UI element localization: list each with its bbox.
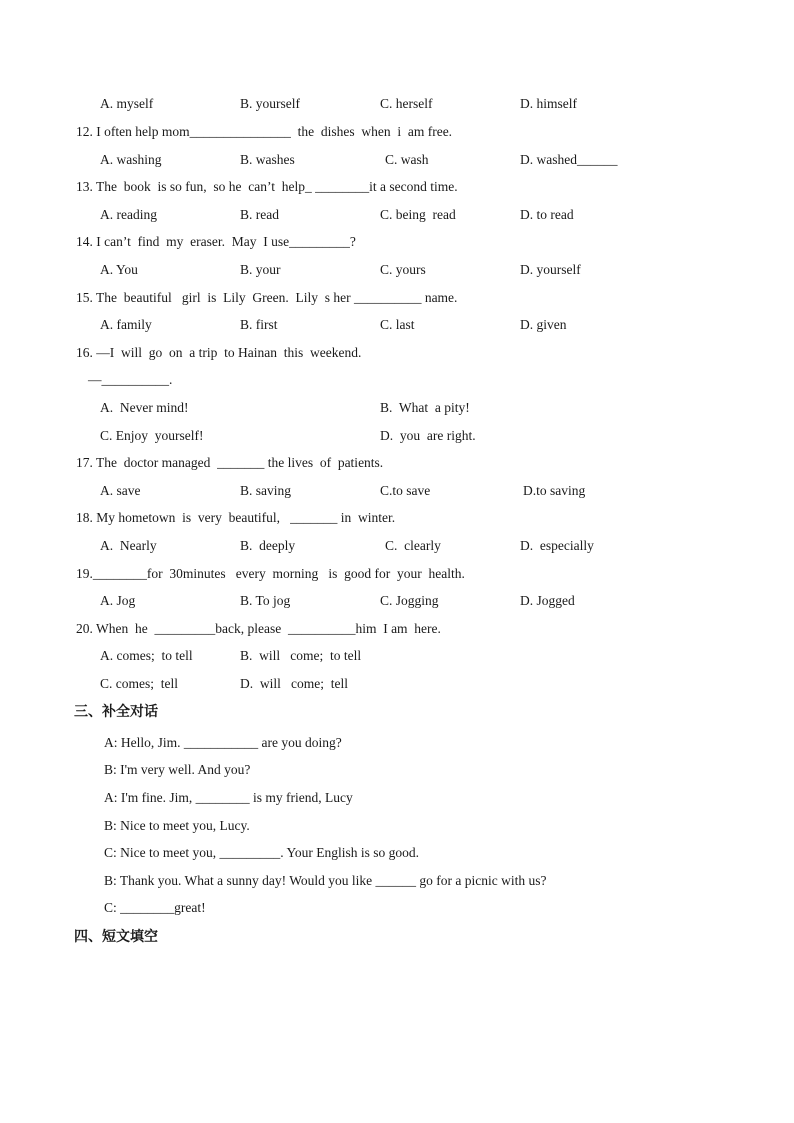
section3-heading: 三、补全对话 — [74, 704, 158, 720]
q13-option-d: D. to read — [520, 207, 574, 222]
dialogue-line: B: Thank you. What a sunny day! Would you like ______ go for a picnic with us? — [104, 873, 547, 888]
q20-stem: 20. When he _________back, please __________him I am here. — [76, 621, 441, 636]
section4-heading: 四、短文填空 — [74, 929, 158, 945]
q16-stem: 16. —I will go on a trip to Hainan this weekend. — [76, 345, 362, 360]
q19-stem: 19.________for 30minutes every morning is good for your health. — [76, 566, 465, 581]
q15-option-c: C. last — [380, 317, 415, 332]
q16-option-a: A. Never mind! — [100, 400, 189, 415]
q11-option-a: A. myself — [100, 96, 154, 111]
q16-reply: —__________. — [88, 372, 173, 387]
q14-stem: 14. I can’t find my eraser. May I use_________? — [76, 234, 356, 249]
q12-option-b: B. washes — [240, 152, 295, 167]
q20-option-a: A. comes; to tell — [100, 648, 193, 663]
q14-option-c: C. yours — [380, 262, 426, 277]
q11-option-b: B. yourself — [240, 96, 300, 111]
dialogue-line: C: Nice to meet you, _________. Your English is so good. — [104, 845, 420, 860]
q12-option-a: A. washing — [100, 152, 162, 167]
q15-option-b: B. first — [240, 317, 278, 332]
dialogue-line: A: Hello, Jim. ___________ are you doing? — [104, 735, 342, 750]
dialogue-line: A: I'm fine. Jim, ________ is my friend, Lucy — [104, 790, 353, 805]
q20-option-d: D. will come; tell — [240, 676, 348, 691]
q18-option-a: A. Nearly — [100, 538, 157, 553]
q12-option-c: C. wash — [385, 152, 429, 167]
q20-option-b: B. will come; to tell — [240, 648, 362, 663]
q16-option-b: B. What a pity! — [380, 400, 470, 415]
q12-option-d: D. washed______ — [520, 152, 618, 167]
q18-option-d: D. especially — [520, 538, 594, 553]
dialogue-line: B: Nice to meet you, Lucy. — [104, 818, 250, 833]
q13-stem: 13. The book is so fun, so he can’t help_ ________it a second time. — [76, 179, 458, 194]
q14-option-a: A. You — [100, 262, 138, 277]
q16-option-c: C. Enjoy yourself! — [100, 428, 204, 443]
q19-option-d: D. Jogged — [520, 593, 575, 608]
q19-option-c: C. Jogging — [380, 593, 439, 608]
q17-stem: 17. The doctor managed _______ the lives of patients. — [76, 455, 384, 470]
q18-option-b: B. deeply — [240, 538, 296, 553]
q15-stem: 15. The beautiful girl is Lily Green. Lily s her __________ name. — [76, 290, 458, 305]
q19-option-b: B. To jog — [240, 593, 291, 608]
q11-option-c: C. herself — [380, 96, 433, 111]
q20-option-c: C. comes; tell — [100, 676, 178, 691]
q18-stem: 18. My hometown is very beautiful, _______ in winter. — [76, 510, 396, 525]
q13-option-b: B. read — [240, 207, 279, 222]
q19-option-a: A. Jog — [100, 593, 136, 608]
q17-option-b: B. saving — [240, 483, 292, 498]
q12-stem: 12. I often help mom_______________ the dishes when i am free. — [76, 124, 453, 139]
dialogue-line: B: I'm very well. And you? — [104, 762, 251, 777]
q15-option-d: D. given — [520, 317, 567, 332]
q17-option-a: A. save — [100, 483, 141, 498]
q11-option-d: D. himself — [520, 96, 577, 111]
q18-option-c: C. clearly — [385, 538, 441, 553]
q13-option-c: C. being read — [380, 207, 456, 222]
q13-option-a: A. reading — [100, 207, 157, 222]
q17-option-d: D.to saving — [523, 483, 586, 498]
q16-option-d: D. you are right. — [380, 428, 476, 443]
q14-option-d: D. yourself — [520, 262, 581, 277]
q15-option-a: A. family — [100, 317, 152, 332]
q14-option-b: B. your — [240, 262, 281, 277]
q17-option-c: C.to save — [380, 483, 431, 498]
dialogue-line: C: ________great! — [104, 900, 206, 915]
